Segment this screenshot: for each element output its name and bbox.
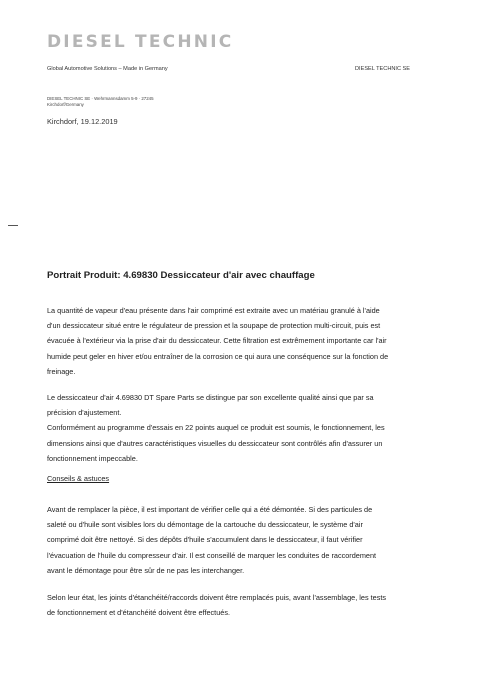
- document-title: Portrait Produit: 4.69830 Dessiccateur d'air avec chauffage: [47, 270, 315, 281]
- company-name: DIESEL TECHNIC SE: [355, 66, 411, 72]
- text-line: freinage.: [47, 366, 76, 376]
- sender-address-line: Kirchdorf/Germany: [47, 102, 84, 107]
- fold-mark: [8, 225, 18, 226]
- text-line: fonctionnement impeccable.: [47, 453, 138, 463]
- text-line: La quantité de vapeur d'eau présente dans l'air comprimé est extraite avec un matériau granulé à l'aide: [47, 306, 380, 315]
- paragraph-intro: [47, 303, 442, 379]
- sender-address-line: DIESEL TECHNIC SE · Wehrmannsdamm 5-9 · 27245: [47, 96, 154, 101]
- text-line: Selon leur état, les joints d'étanchéité/raccords doivent être remplacés puis, avant l'assemblage, les tests: [47, 593, 387, 602]
- text-line: l'évacuation de l'huile du compresseur d'air. Il est conseillé de marquer les conduites de raccordement: [47, 550, 377, 560]
- text-line: Avant de remplacer la pièce, il est important de vérifier celle qui a été démontée. Si des particules de: [47, 505, 373, 514]
- company-logo: DIESEL TECHNIC: [47, 32, 234, 52]
- text-line: avant le démontage pour être sûr de ne pas les interchanger.: [47, 565, 245, 575]
- text-line: de fonctionnement et d'étanchéité doivent être effectués.: [47, 608, 230, 618]
- text-line: saleté ou d'huile sont visibles lors du démontage de la cartouche du dessiccateur, le système d'air: [47, 520, 363, 530]
- text-line: Le dessiccateur d'air 4.69830 DT Spare Parts se distingue par son excellente qualité ainsi que par sa: [47, 393, 374, 402]
- text-line: Conformément au programme d'essais en 22 points auquel ce produit est soumis, le fonctionnement, les: [47, 423, 385, 433]
- sender-address: [47, 96, 154, 108]
- paragraph-quality: [47, 390, 442, 466]
- company-tagline: Global Automotive Solutions – Made in Germany: [47, 66, 168, 72]
- paragraph-tips: [47, 502, 442, 578]
- text-line: évacuée à l'extérieur via la prise d'air du dessiccateur. Cette filtration est extrêmement importante car l'air: [47, 336, 387, 346]
- text-line: d'un dessiccateur situé entre le régulateur de pression et la soupape de protection multi-circuit, puis est: [47, 321, 381, 331]
- tips-heading: Conseils & astuces: [47, 474, 110, 483]
- paragraph-seals: [47, 590, 442, 620]
- text-line: comprimé doit être nettoyé. Si des dépôts d'huile s'accumulent dans le dessiccateur, il faut vérifier: [47, 535, 363, 545]
- text-line: précision d'ajustement.: [47, 408, 122, 418]
- text-line: humide peut geler en hiver et/ou entraîner de la corrosion ce qui aura une conséquence sur la fonction de: [47, 351, 389, 361]
- document-date: Kirchdorf, 19.12.2019: [47, 117, 118, 126]
- text-line: dimensions ainsi que d'autres caractéristiques visuelles du dessiccateur sont contrôlés afin d'assurer un: [47, 438, 383, 448]
